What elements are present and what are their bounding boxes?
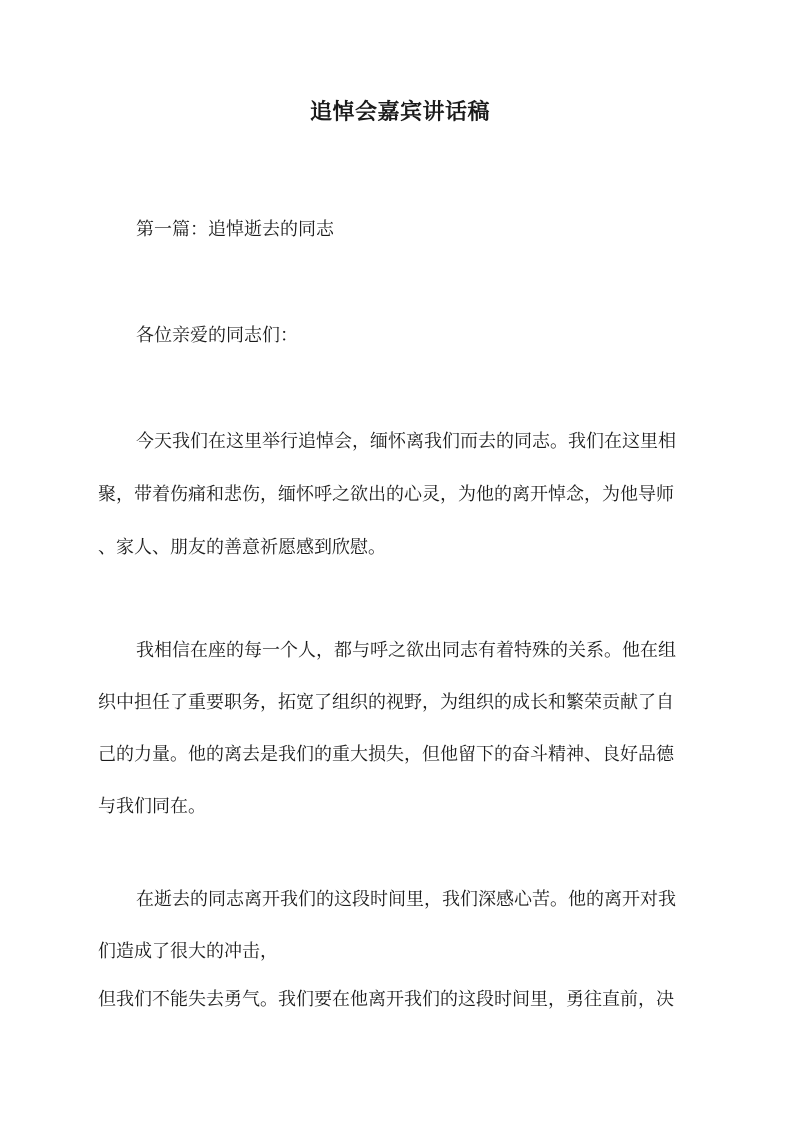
- paragraph-1-line-2: 聚，带着伤痛和悲伤，缅怀呼之欲出的心灵，为他的离开悼念，为他导师: [98, 484, 674, 505]
- paragraph-2-line-2: 织中担任了重要职务，拓宽了组织的视野，为组织的成长和繁荣贡献了自: [98, 692, 674, 713]
- document-title: 追悼会嘉宾讲话稿: [309, 99, 490, 125]
- salutation: 各位亲爱的同志们：: [136, 325, 298, 346]
- paragraph-1-line-3: 、家人、朋友的善意祈愿感到欣慰。: [98, 537, 386, 558]
- paragraph-2-line-3: 己的力量。他的离去是我们的重大损失，但他留下的奋斗精神、良好品德: [98, 744, 674, 765]
- paragraph-2-line-1: 我相信在座的每一个人，都与呼之欲出同志有着特殊的关系。他在组: [136, 640, 676, 661]
- paragraph-2-line-4: 与我们同在。: [98, 796, 206, 817]
- paragraph-3-line-1: 在逝去的同志离开我们的这段时间里，我们深感心苦。他的离开对我: [136, 889, 676, 910]
- paragraph-3-line-2: 们造成了很大的冲击，: [98, 941, 278, 962]
- paragraph-1-line-1: 今天我们在这里举行追悼会，缅怀离我们而去的同志。我们在这里相: [136, 431, 676, 452]
- paragraph-3-line-3: 但我们不能失去勇气。我们要在他离开我们的这段时间里，勇往直前，决: [98, 989, 674, 1010]
- section-heading: 第一篇：追悼逝去的同志: [136, 219, 334, 240]
